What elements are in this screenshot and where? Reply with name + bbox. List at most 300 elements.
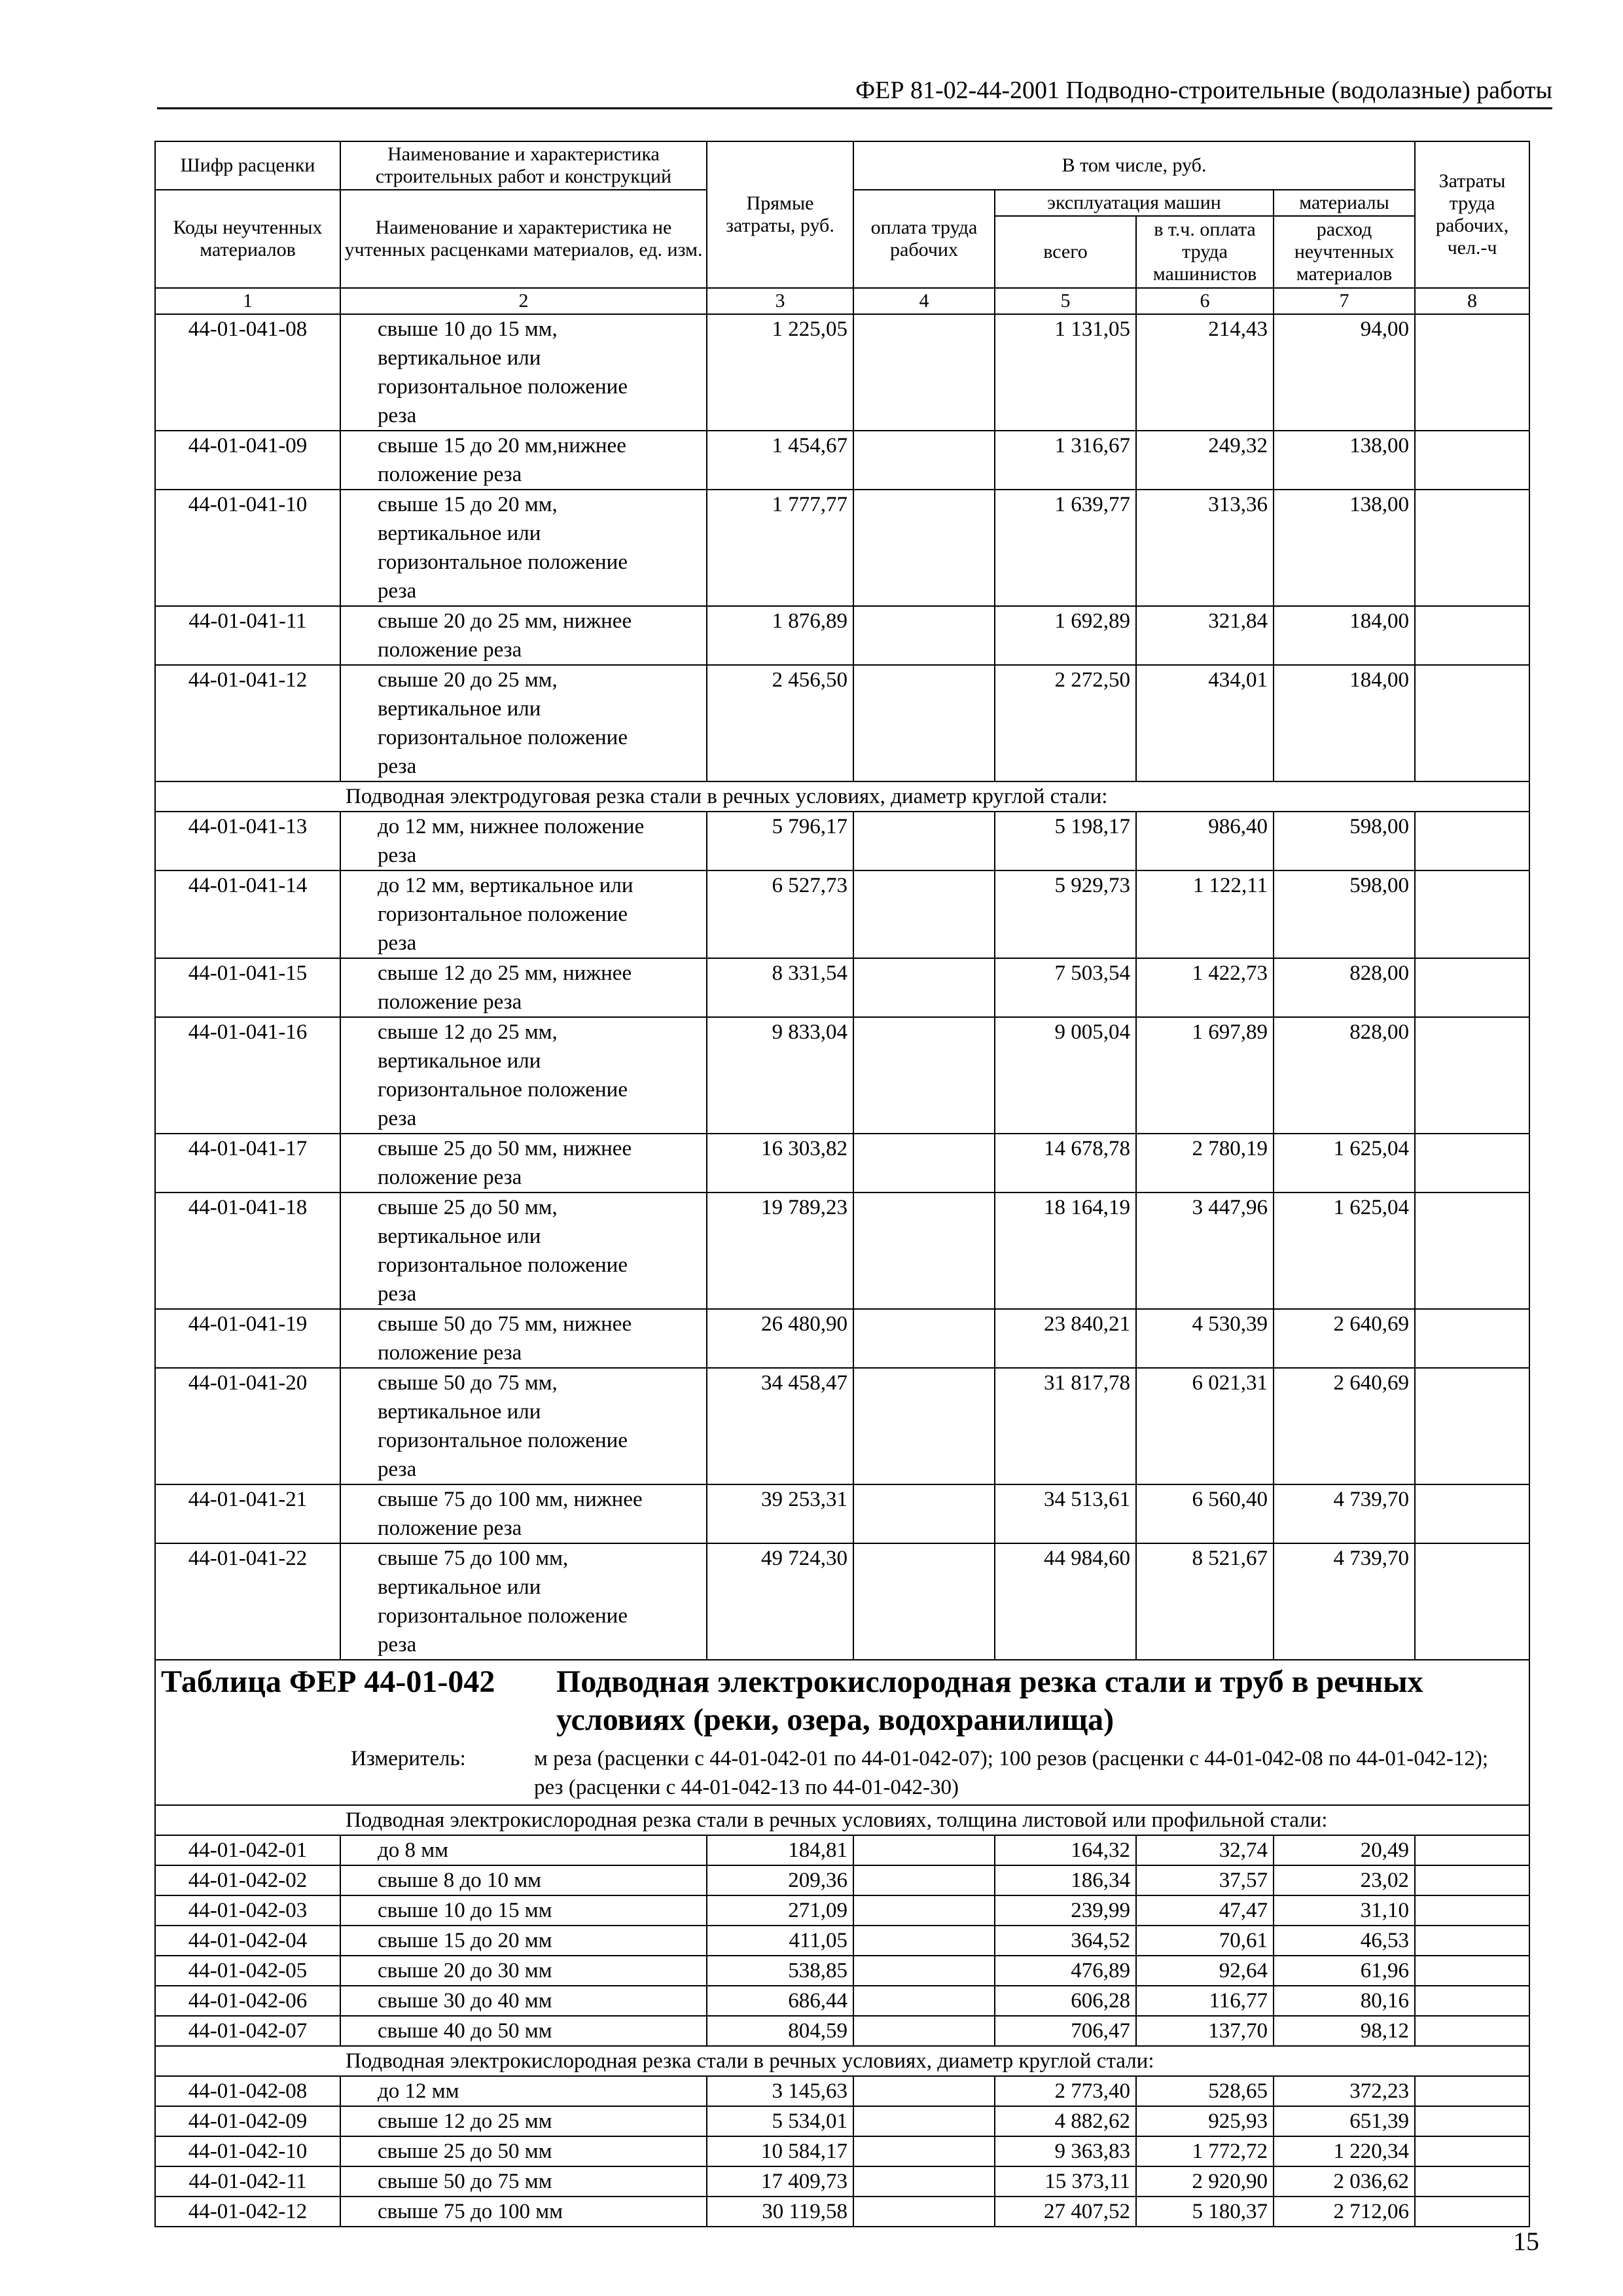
machines-total: 34 513,61 bbox=[995, 1484, 1136, 1543]
machines-total: 9 363,83 bbox=[995, 2136, 1136, 2166]
description-line: горизонтальное положение bbox=[378, 1078, 628, 1102]
labor-pay bbox=[853, 1484, 995, 1543]
direct-cost: 3 145,63 bbox=[707, 2076, 853, 2106]
description-line: свыше 25 до 50 мм bbox=[378, 2140, 552, 2163]
section-heading: Подводная электрокислородная резка стали в речных условиях, толщина листовой или профильной стали: bbox=[155, 1805, 1529, 1835]
description-line: горизонтальное положение bbox=[378, 1429, 628, 1452]
description-line: положение реза bbox=[378, 638, 522, 662]
description-line: реза bbox=[378, 404, 417, 427]
labor-pay bbox=[853, 1193, 995, 1309]
labor-pay bbox=[853, 1309, 995, 1368]
rate-code: 44-01-042-08 bbox=[155, 2076, 340, 2106]
direct-cost: 271,09 bbox=[707, 1895, 853, 1926]
labor-cost bbox=[1415, 1956, 1529, 1986]
labor-pay bbox=[853, 1134, 995, 1193]
table-row bbox=[155, 1309, 1529, 1368]
section-heading-042-round bbox=[155, 2046, 1529, 2076]
machinists-pay: 4 530,39 bbox=[1136, 1309, 1274, 1368]
labor-pay bbox=[853, 1543, 995, 1660]
materials-cost: 94,00 bbox=[1274, 314, 1415, 431]
machines-total: 1 639,77 bbox=[995, 490, 1136, 606]
table-row bbox=[155, 2106, 1529, 2136]
description-line: вертикальное или bbox=[378, 1400, 541, 1424]
materials-cost: 598,00 bbox=[1274, 870, 1415, 958]
direct-cost: 26 480,90 bbox=[707, 1309, 853, 1368]
table-row bbox=[155, 1895, 1529, 1926]
description-line: свыше 20 до 30 мм bbox=[378, 1959, 552, 1982]
description-line: реза bbox=[378, 1633, 417, 1657]
col-number: 6 bbox=[1136, 288, 1274, 314]
machines-total: 706,47 bbox=[995, 2016, 1136, 2046]
col-header-incl: В том числе, руб. bbox=[853, 141, 1415, 190]
table-title-block bbox=[155, 1660, 1529, 1805]
direct-cost: 30 119,58 bbox=[707, 2197, 853, 2227]
section-heading-041 bbox=[155, 781, 1529, 812]
description-line: свыше 75 до 100 мм, нижнее bbox=[378, 1488, 643, 1511]
labor-cost bbox=[1415, 431, 1529, 490]
direct-cost: 1 225,05 bbox=[707, 314, 853, 431]
description-line: до 8 мм bbox=[378, 1839, 449, 1862]
materials-cost: 828,00 bbox=[1274, 958, 1415, 1017]
machines-total: 364,52 bbox=[995, 1926, 1136, 1956]
materials-cost: 651,39 bbox=[1274, 2106, 1415, 2136]
direct-cost: 2 456,50 bbox=[707, 665, 853, 781]
table-row bbox=[155, 2076, 1529, 2106]
description-line: положение реза bbox=[378, 1341, 522, 1365]
labor-cost bbox=[1415, 1865, 1529, 1895]
machines-total: 4 882,62 bbox=[995, 2106, 1136, 2136]
direct-cost: 5 534,01 bbox=[707, 2106, 853, 2136]
materials-cost: 2 640,69 bbox=[1274, 1309, 1415, 1368]
direct-cost: 538,85 bbox=[707, 1956, 853, 1986]
direct-cost: 209,36 bbox=[707, 1865, 853, 1895]
machinists-pay: 2 780,19 bbox=[1136, 1134, 1274, 1193]
col-number: 7 bbox=[1274, 288, 1415, 314]
work-description bbox=[340, 1835, 707, 1865]
labor-pay bbox=[853, 431, 995, 490]
direct-cost: 184,81 bbox=[707, 1835, 853, 1865]
machinists-pay: 8 521,67 bbox=[1136, 1543, 1274, 1660]
description-line: положение реза bbox=[378, 990, 522, 1014]
rate-code: 44-01-041-08 bbox=[155, 314, 340, 431]
col-header-shifr: Шифр расценки bbox=[155, 141, 340, 190]
description-line: горизонтальное положение bbox=[378, 1604, 628, 1628]
description-line: реза bbox=[378, 1458, 417, 1481]
work-description bbox=[340, 431, 707, 490]
labor-cost bbox=[1415, 490, 1529, 606]
machinists-pay: 137,70 bbox=[1136, 2016, 1274, 2046]
machinists-pay: 925,93 bbox=[1136, 2106, 1274, 2136]
description-line: горизонтальное положение bbox=[378, 726, 628, 749]
rows-group-041-b bbox=[155, 812, 1529, 1660]
materials-cost: 828,00 bbox=[1274, 1017, 1415, 1134]
machinists-pay: 47,47 bbox=[1136, 1895, 1274, 1926]
labor-cost bbox=[1415, 1895, 1529, 1926]
direct-cost: 10 584,17 bbox=[707, 2136, 853, 2166]
labor-cost bbox=[1415, 1309, 1529, 1368]
work-description bbox=[340, 1543, 707, 1660]
labor-cost bbox=[1415, 1368, 1529, 1484]
rate-code: 44-01-041-12 bbox=[155, 665, 340, 781]
machinists-pay: 528,65 bbox=[1136, 2076, 1274, 2106]
work-description bbox=[340, 2136, 707, 2166]
col-header-labor: Затраты труда рабочих, чел.-ч bbox=[1415, 141, 1529, 288]
work-description bbox=[340, 870, 707, 958]
labor-pay bbox=[853, 2016, 995, 2046]
materials-cost: 2 640,69 bbox=[1274, 1368, 1415, 1484]
description-line: свыше 20 до 25 мм, нижнее bbox=[378, 609, 632, 633]
rate-code: 44-01-041-20 bbox=[155, 1368, 340, 1484]
materials-cost: 2 036,62 bbox=[1274, 2166, 1415, 2197]
table-row bbox=[155, 314, 1529, 431]
description-line: вертикальное или bbox=[378, 1575, 541, 1599]
rate-code: 44-01-041-14 bbox=[155, 870, 340, 958]
machinists-pay: 1 697,89 bbox=[1136, 1017, 1274, 1134]
materials-cost: 61,96 bbox=[1274, 1956, 1415, 1986]
table-row bbox=[155, 2136, 1529, 2166]
materials-cost: 46,53 bbox=[1274, 1926, 1415, 1956]
table-row bbox=[155, 2197, 1529, 2227]
col-header-codes: Коды неучтенных материалов bbox=[155, 190, 340, 288]
table-row bbox=[155, 1986, 1529, 2016]
measure-text: м реза (расценки с 44-01-042-01 по 44-01-042-07); 100 резов (расценки с 44-01-042-08 по 44-01-042-12); рез (расценки с 44-01-042-13 по 44-01-042-30) bbox=[534, 1747, 1489, 1799]
table-row bbox=[155, 431, 1529, 490]
direct-cost: 686,44 bbox=[707, 1986, 853, 2016]
description-line: реза bbox=[378, 1107, 417, 1130]
col-header-direct: Прямые затраты, руб. bbox=[707, 141, 853, 288]
labor-pay bbox=[853, 2106, 995, 2136]
labor-cost bbox=[1415, 1926, 1529, 1956]
description-line: реза bbox=[378, 579, 417, 603]
labor-cost bbox=[1415, 2136, 1529, 2166]
rate-code: 44-01-041-18 bbox=[155, 1193, 340, 1309]
work-description bbox=[340, 1484, 707, 1543]
rate-code: 44-01-042-12 bbox=[155, 2197, 340, 2227]
description-line: до 12 мм bbox=[378, 2079, 459, 2103]
rate-code: 44-01-041-10 bbox=[155, 490, 340, 606]
machines-total: 27 407,52 bbox=[995, 2197, 1136, 2227]
materials-cost: 598,00 bbox=[1274, 812, 1415, 870]
direct-cost: 411,05 bbox=[707, 1926, 853, 1956]
col-header-machines: эксплуатация машин bbox=[995, 190, 1274, 216]
description-line: реза bbox=[378, 844, 417, 867]
direct-cost: 1 454,67 bbox=[707, 431, 853, 490]
col-number: 8 bbox=[1415, 288, 1529, 314]
direct-cost: 804,59 bbox=[707, 2016, 853, 2046]
labor-cost bbox=[1415, 314, 1529, 431]
machinists-pay: 1 422,73 bbox=[1136, 958, 1274, 1017]
materials-cost: 20,49 bbox=[1274, 1835, 1415, 1865]
table-row bbox=[155, 812, 1529, 870]
machines-total: 606,28 bbox=[995, 1986, 1136, 2016]
description-line: положение реза bbox=[378, 463, 522, 486]
machinists-pay: 986,40 bbox=[1136, 812, 1274, 870]
machines-total: 2 773,40 bbox=[995, 2076, 1136, 2106]
labor-pay bbox=[853, 606, 995, 665]
work-description bbox=[340, 2016, 707, 2046]
labor-cost bbox=[1415, 665, 1529, 781]
description-line: горизонтальное положение bbox=[378, 550, 628, 574]
direct-cost: 16 303,82 bbox=[707, 1134, 853, 1193]
description-line: вертикальное или bbox=[378, 346, 541, 370]
machinists-pay: 1 122,11 bbox=[1136, 870, 1274, 958]
machines-total: 1 692,89 bbox=[995, 606, 1136, 665]
machines-total: 186,34 bbox=[995, 1865, 1136, 1895]
labor-pay bbox=[853, 1017, 995, 1134]
rate-code: 44-01-042-05 bbox=[155, 1956, 340, 1986]
table-tag: Таблица ФЕР 44-01-042 bbox=[161, 1664, 495, 1699]
direct-cost: 49 724,30 bbox=[707, 1543, 853, 1660]
materials-cost: 1 625,04 bbox=[1274, 1193, 1415, 1309]
machines-total: 15 373,11 bbox=[995, 2166, 1136, 2197]
table-row bbox=[155, 1017, 1529, 1134]
machines-total: 31 817,78 bbox=[995, 1368, 1136, 1484]
table-row bbox=[155, 1956, 1529, 1986]
table-title-line2: условиях (реки, озера, водохранилища) bbox=[556, 1702, 1115, 1737]
description-line: реза bbox=[378, 931, 417, 955]
rate-code: 44-01-041-15 bbox=[155, 958, 340, 1017]
description-line: вертикальное или bbox=[378, 697, 541, 721]
materials-cost: 1 220,34 bbox=[1274, 2136, 1415, 2166]
table-row bbox=[155, 490, 1529, 606]
table-row bbox=[155, 1484, 1529, 1543]
materials-cost: 80,16 bbox=[1274, 1986, 1415, 2016]
labor-cost bbox=[1415, 606, 1529, 665]
machines-total: 2 272,50 bbox=[995, 665, 1136, 781]
rate-code: 44-01-042-01 bbox=[155, 1835, 340, 1865]
machines-total: 44 984,60 bbox=[995, 1543, 1136, 1660]
table-head bbox=[155, 141, 1529, 314]
description-line: свыше 12 до 25 мм, bbox=[378, 1020, 558, 1044]
labor-cost bbox=[1415, 1986, 1529, 2016]
labor-pay bbox=[853, 870, 995, 958]
rate-code: 44-01-041-16 bbox=[155, 1017, 340, 1134]
work-description bbox=[340, 2076, 707, 2106]
materials-cost: 138,00 bbox=[1274, 490, 1415, 606]
description-line: свыше 25 до 50 мм, bbox=[378, 1196, 558, 1219]
machinists-pay: 321,84 bbox=[1136, 606, 1274, 665]
table-row bbox=[155, 1926, 1529, 1956]
work-description bbox=[340, 2166, 707, 2197]
table-row bbox=[155, 2016, 1529, 2046]
direct-cost: 17 409,73 bbox=[707, 2166, 853, 2197]
machines-total: 18 164,19 bbox=[995, 1193, 1136, 1309]
machines-total: 7 503,54 bbox=[995, 958, 1136, 1017]
col-number: 5 bbox=[995, 288, 1136, 314]
machinists-pay: 2 920,90 bbox=[1136, 2166, 1274, 2197]
machines-total: 1 131,05 bbox=[995, 314, 1136, 431]
description-line: свыше 25 до 50 мм, нижнее bbox=[378, 1137, 632, 1160]
labor-cost bbox=[1415, 2166, 1529, 2197]
work-description bbox=[340, 2106, 707, 2136]
machines-total: 1 316,67 bbox=[995, 431, 1136, 490]
description-line: положение реза bbox=[378, 1166, 522, 1189]
machinists-pay: 37,57 bbox=[1136, 1865, 1274, 1895]
materials-cost: 184,00 bbox=[1274, 606, 1415, 665]
rate-code: 44-01-042-04 bbox=[155, 1926, 340, 1956]
description-line: свыше 30 до 40 мм bbox=[378, 1989, 552, 2013]
labor-cost bbox=[1415, 870, 1529, 958]
col-header-machinists-pay: в т.ч. оплата труда машинистов bbox=[1136, 216, 1274, 288]
work-description bbox=[340, 2197, 707, 2227]
machinists-pay: 70,61 bbox=[1136, 1926, 1274, 1956]
direct-cost: 8 331,54 bbox=[707, 958, 853, 1017]
labor-pay bbox=[853, 2136, 995, 2166]
col-header-name2: Наименование и характеристика не учтенных расценками материалов, ед. изм. bbox=[340, 190, 707, 288]
machinists-pay: 5 180,37 bbox=[1136, 2197, 1274, 2227]
labor-pay bbox=[853, 665, 995, 781]
materials-cost: 2 712,06 bbox=[1274, 2197, 1415, 2227]
section-heading: Подводная электрокислородная резка стали в речных условиях, диаметр круглой стали: bbox=[155, 2046, 1529, 2076]
work-description bbox=[340, 1956, 707, 1986]
materials-cost: 4 739,70 bbox=[1274, 1484, 1415, 1543]
machines-total: 5 198,17 bbox=[995, 812, 1136, 870]
labor-cost bbox=[1415, 958, 1529, 1017]
labor-pay bbox=[853, 2076, 995, 2106]
work-description bbox=[340, 490, 707, 606]
rate-code: 44-01-042-02 bbox=[155, 1865, 340, 1895]
work-description bbox=[340, 958, 707, 1017]
labor-pay bbox=[853, 958, 995, 1017]
labor-cost bbox=[1415, 812, 1529, 870]
description-line: свыше 50 до 75 мм, bbox=[378, 1371, 558, 1395]
direct-cost: 1 777,77 bbox=[707, 490, 853, 606]
rate-code: 44-01-041-13 bbox=[155, 812, 340, 870]
description-line: до 12 мм, нижнее положение bbox=[378, 815, 645, 838]
rate-code: 44-01-041-22 bbox=[155, 1543, 340, 1660]
machines-total: 9 005,04 bbox=[995, 1017, 1136, 1134]
rate-code: 44-01-042-03 bbox=[155, 1895, 340, 1926]
labor-cost bbox=[1415, 1193, 1529, 1309]
labor-pay bbox=[853, 1368, 995, 1484]
labor-cost bbox=[1415, 1017, 1529, 1134]
description-line: вертикальное или bbox=[378, 1225, 541, 1248]
machinists-pay: 6 021,31 bbox=[1136, 1368, 1274, 1484]
rates-table bbox=[154, 141, 1530, 2227]
description-line: до 12 мм, вертикальное или bbox=[378, 874, 633, 897]
description-line: реза bbox=[378, 1282, 417, 1306]
work-description bbox=[340, 606, 707, 665]
machines-total: 14 678,78 bbox=[995, 1134, 1136, 1193]
document-title: ФЕР 81-02-44-2001 Подводно-строительные (водолазные) работы bbox=[855, 77, 1552, 104]
description-line: свыше 75 до 100 мм bbox=[378, 2200, 563, 2223]
col-number: 3 bbox=[707, 288, 853, 314]
materials-cost: 98,12 bbox=[1274, 2016, 1415, 2046]
work-description bbox=[340, 1193, 707, 1309]
rate-code: 44-01-041-19 bbox=[155, 1309, 340, 1368]
labor-pay bbox=[853, 812, 995, 870]
direct-cost: 6 527,73 bbox=[707, 870, 853, 958]
col-header-labor-pay: оплата труда рабочих bbox=[853, 190, 995, 288]
description-line: свыше 12 до 25 мм, нижнее bbox=[378, 961, 632, 985]
rate-code: 44-01-042-09 bbox=[155, 2106, 340, 2136]
description-line: вертикальное или bbox=[378, 1049, 541, 1073]
machinists-pay: 6 560,40 bbox=[1136, 1484, 1274, 1543]
machinists-pay: 434,01 bbox=[1136, 665, 1274, 781]
labor-pay bbox=[853, 2166, 995, 2197]
materials-cost: 138,00 bbox=[1274, 431, 1415, 490]
description-line: свыше 50 до 75 мм bbox=[378, 2170, 552, 2193]
machinists-pay: 92,64 bbox=[1136, 1956, 1274, 1986]
description-line: свыше 10 до 15 мм bbox=[378, 1899, 552, 1922]
machinists-pay: 313,36 bbox=[1136, 490, 1274, 606]
rate-code: 44-01-042-11 bbox=[155, 2166, 340, 2197]
table-row bbox=[155, 958, 1529, 1017]
direct-cost: 34 458,47 bbox=[707, 1368, 853, 1484]
rate-code: 44-01-042-07 bbox=[155, 2016, 340, 2046]
description-line: реза bbox=[378, 755, 417, 778]
labor-cost bbox=[1415, 1134, 1529, 1193]
machines-total: 239,99 bbox=[995, 1895, 1136, 1926]
description-line: свыше 40 до 50 мм bbox=[378, 2019, 552, 2043]
rate-code: 44-01-041-09 bbox=[155, 431, 340, 490]
rows-group-042-sheet bbox=[155, 1835, 1529, 2046]
machines-total: 476,89 bbox=[995, 1956, 1136, 1986]
description-line: свыше 10 до 15 мм, bbox=[378, 317, 558, 341]
labor-cost bbox=[1415, 1835, 1529, 1865]
work-description bbox=[340, 1895, 707, 1926]
machinists-pay: 214,43 bbox=[1136, 314, 1274, 431]
col-header-machines-total: всего bbox=[995, 216, 1136, 288]
page-number: 15 bbox=[1513, 2227, 1539, 2256]
materials-cost: 4 739,70 bbox=[1274, 1543, 1415, 1660]
labor-cost bbox=[1415, 2197, 1529, 2227]
col-header-materials-sub: расход неучтенных материалов bbox=[1274, 216, 1415, 288]
table-title-line1: Подводная электрокислородная резка стали и труб в речных bbox=[556, 1664, 1423, 1699]
col-number: 1 bbox=[155, 288, 340, 314]
labor-pay bbox=[853, 2197, 995, 2227]
description-line: свыше 20 до 25 мм, bbox=[378, 668, 558, 692]
direct-cost: 1 876,89 bbox=[707, 606, 853, 665]
labor-cost bbox=[1415, 1543, 1529, 1660]
materials-cost: 372,23 bbox=[1274, 2076, 1415, 2106]
description-line: свыше 75 до 100 мм, bbox=[378, 1547, 569, 1570]
labor-pay bbox=[853, 314, 995, 431]
page-header bbox=[157, 73, 1552, 109]
description-line: положение реза bbox=[378, 1516, 522, 1540]
table-row bbox=[155, 1865, 1529, 1895]
labor-pay bbox=[853, 1956, 995, 1986]
work-description bbox=[340, 665, 707, 781]
rate-code: 44-01-042-06 bbox=[155, 1986, 340, 2016]
rows-group-041-a bbox=[155, 314, 1529, 781]
table-row bbox=[155, 1543, 1529, 1660]
materials-cost: 31,10 bbox=[1274, 1895, 1415, 1926]
work-description bbox=[340, 812, 707, 870]
work-description bbox=[340, 1309, 707, 1368]
section-heading-042-sheet bbox=[155, 1805, 1529, 1835]
table-title bbox=[155, 1660, 1529, 1805]
machines-total: 164,32 bbox=[995, 1835, 1136, 1865]
work-description bbox=[340, 1865, 707, 1895]
materials-cost: 23,02 bbox=[1274, 1865, 1415, 1895]
machinists-pay: 1 772,72 bbox=[1136, 2136, 1274, 2166]
measure-label: Измеритель: bbox=[351, 1747, 466, 1770]
machines-total: 5 929,73 bbox=[995, 870, 1136, 958]
work-description bbox=[340, 1926, 707, 1956]
labor-cost bbox=[1415, 2016, 1529, 2046]
rate-code: 44-01-042-10 bbox=[155, 2136, 340, 2166]
direct-cost: 39 253,31 bbox=[707, 1484, 853, 1543]
machinists-pay: 249,32 bbox=[1136, 431, 1274, 490]
table-row bbox=[155, 870, 1529, 958]
labor-pay bbox=[853, 1865, 995, 1895]
machines-total: 23 840,21 bbox=[995, 1309, 1136, 1368]
labor-pay bbox=[853, 1895, 995, 1926]
labor-cost bbox=[1415, 1484, 1529, 1543]
description-line: горизонтальное положение bbox=[378, 903, 628, 926]
work-description bbox=[340, 314, 707, 431]
